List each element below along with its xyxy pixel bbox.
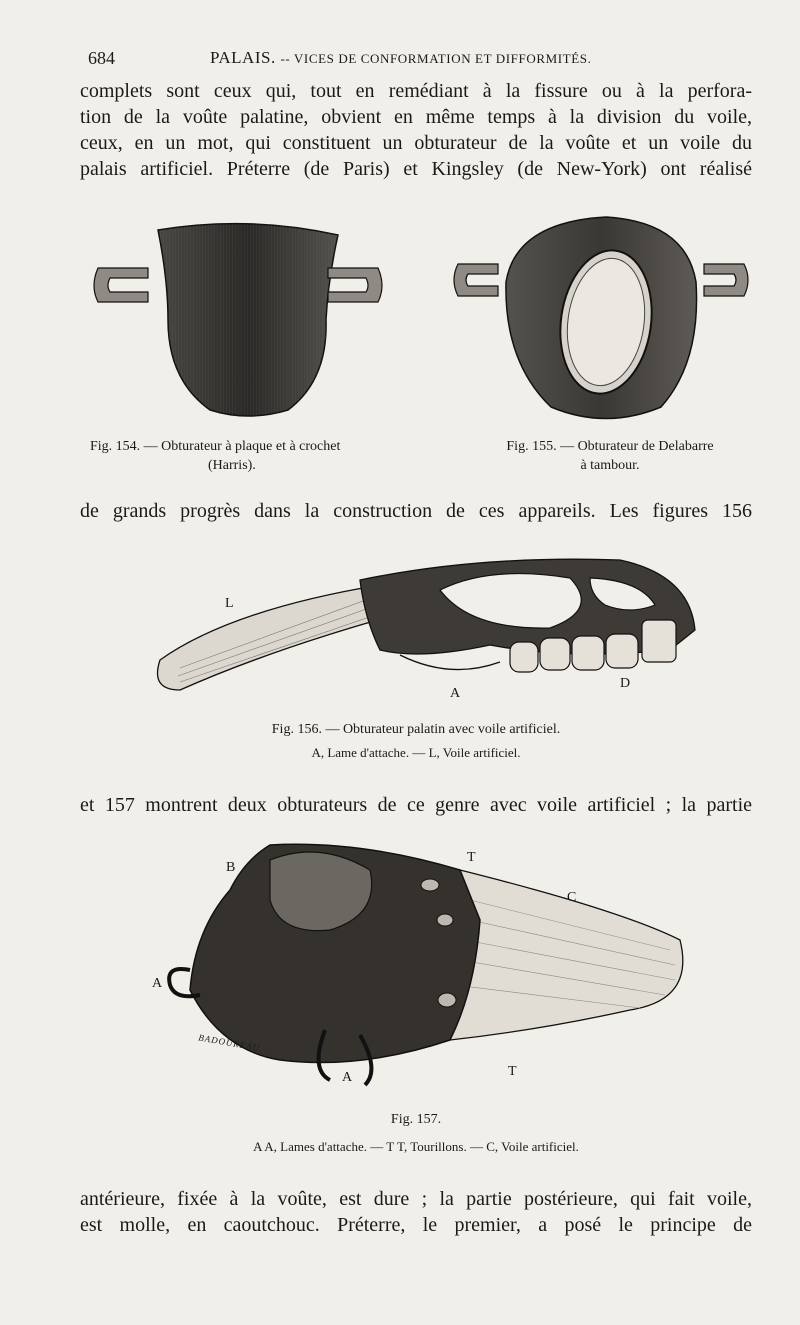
figure-155-caption-line1: Fig. 155. — Obturateur de Delabarre (506, 439, 714, 454)
text-line: complets sont ceux qui, tout en remédiant à la fissure ou à la perfora- (80, 80, 752, 102)
paragraph-top (80, 78, 752, 182)
running-title-main: PALAIS. (210, 48, 276, 67)
page-number: 684 (88, 48, 115, 68)
text-line: de grands progrès dans la construction de ces appareils. Les figures 156 (80, 500, 752, 522)
text-line: antérieure, fixée à la voûte, est dure ; la partie postérieure, qui fait voile, (80, 1188, 752, 1210)
figure-156-label-L: L (225, 596, 234, 611)
paragraph-mid2 (80, 792, 752, 818)
figure-156-label-D: D (620, 676, 631, 691)
figure-157-label-T-top: T (467, 850, 476, 865)
figure-157-label-A-bottom: A (342, 1070, 353, 1085)
engraver-signature: BADOUREAU. (197, 1032, 265, 1054)
figure-154-caption (90, 437, 410, 475)
paragraph-bottom (80, 1186, 752, 1238)
figure-154-caption-line1: Fig. 154. — Obturateur à plaque et à crochet (90, 439, 341, 454)
figure-157-illustration (160, 840, 690, 1090)
figure-155-illustration (456, 212, 756, 432)
figure-157-label-T-bottom: T (508, 1064, 517, 1079)
running-title-sub: -- VICES DE CONFORMATION ET DIFFORMITÉS. (280, 51, 592, 66)
figure-156-legend: A, Lame d'attache. — L, Voile artificiel. (311, 745, 521, 760)
text-line: tion de la voûte palatine, obvient en même temps à la division du voile, (80, 106, 752, 128)
figure-157-label-C: C (567, 890, 577, 905)
text-line: ceux, en un mot, qui constituent un obturateur de la voûte et un voile du (80, 132, 752, 154)
figure-157-legend: A A, Lames d'attache. — T T, Tourillons. — C, Voile artificiel. (253, 1139, 579, 1154)
text-line: palais artificiel. Préterre (de Paris) et Kingsley (de New-York) ont réalisé (80, 158, 752, 180)
figure-156-caption-line1: Fig. 156. — Obturateur palatin avec voile artificiel. (271, 722, 561, 737)
figure-157-caption (80, 1110, 752, 1156)
figure-154-caption-line2: (Harris). (208, 458, 256, 473)
paragraph-mid (80, 498, 752, 524)
figure-156-label-A: A (450, 686, 461, 701)
running-header (88, 48, 748, 72)
figure-155-caption (460, 437, 760, 475)
figure-157-label-A-left: A (152, 976, 163, 991)
figure-157-caption-line1: Fig. 157. (390, 1112, 442, 1127)
running-title (210, 48, 591, 68)
text-line: et 157 montrent deux obturateurs de ce genre avec voile artificiel ; la partie (80, 794, 752, 816)
figure-157-label-B: B (226, 860, 236, 875)
figure-154-illustration (88, 210, 408, 430)
figure-155-caption-line2: à tambour. (580, 458, 640, 473)
figure-156-caption (80, 720, 752, 762)
text-line: est molle, en caoutchouc. Préterre, le premier, a posé le principe de (80, 1214, 752, 1236)
